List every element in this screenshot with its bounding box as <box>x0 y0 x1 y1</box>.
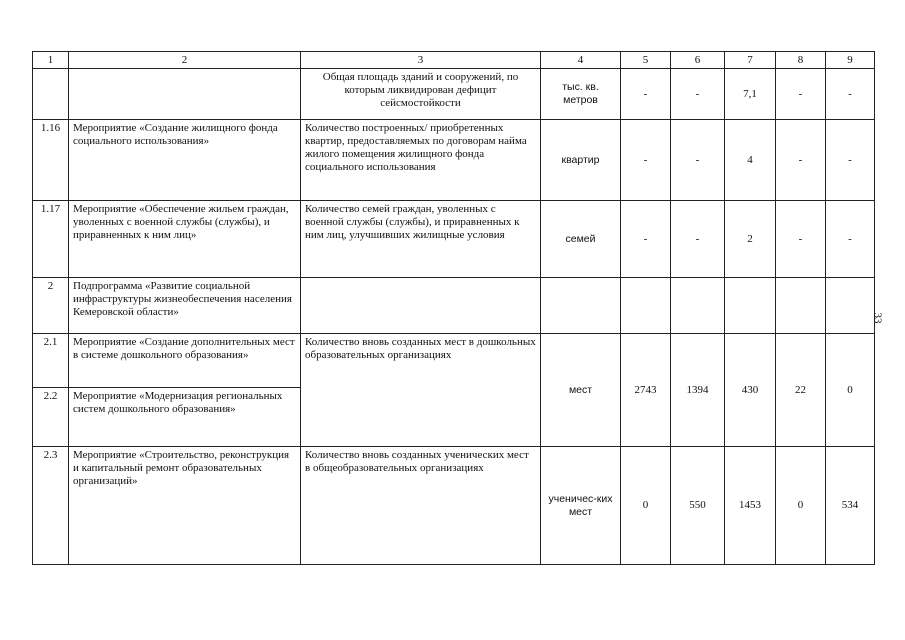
header-cell: 5 <box>621 52 671 69</box>
value-8: - <box>776 201 826 278</box>
value-6: - <box>671 201 725 278</box>
value-7: 430 <box>725 334 776 447</box>
header-cell: 2 <box>69 52 301 69</box>
table-row <box>33 334 875 388</box>
row-number: 2 <box>33 278 69 334</box>
page-number: 33 <box>871 312 884 324</box>
header-cell: 4 <box>541 52 621 69</box>
value-8: - <box>776 120 826 201</box>
value-6: 1394 <box>671 334 725 447</box>
measure-name: Мероприятие «Модернизация региональных систем дошкольного образования» <box>69 388 301 447</box>
empty-cell <box>776 278 826 334</box>
row-number: 2.1 <box>33 334 69 388</box>
unit: семей <box>541 201 621 278</box>
empty-cell <box>671 278 725 334</box>
value-6: 550 <box>671 447 725 565</box>
measure-name: Мероприятие «Строительство, реконструкция и капитальный ремонт образовательных организаций» <box>69 447 301 565</box>
table-row <box>33 447 875 565</box>
unit: ученичес-ких мест <box>541 447 621 565</box>
table-row <box>33 278 875 334</box>
header-cell: 3 <box>301 52 541 69</box>
value-7: 7,1 <box>725 69 776 120</box>
header-cell: 9 <box>826 52 875 69</box>
value-7: 4 <box>725 120 776 201</box>
column-number-row <box>33 52 875 69</box>
value-9: - <box>826 69 875 120</box>
row-number: 2.3 <box>33 447 69 565</box>
row-number: 1.17 <box>33 201 69 278</box>
value-8: 0 <box>776 447 826 565</box>
indicator-text: Общая площадь зданий и сооружений, по которым ликвидирован дефицит сейсмостойкости <box>301 69 541 120</box>
row-number <box>33 69 69 120</box>
header-cell: 1 <box>33 52 69 69</box>
value-9: - <box>826 120 875 201</box>
indicator-text: Количество построенных/ приобретенных квартир, предоставляемых по договорам найма жилого помещения жилищного фонда социального использования <box>301 120 541 201</box>
subprogram-name: Подпрограмма «Развитие социальной инфраструктуры жизнеобеспечения населения Кемеровской области» <box>69 278 301 334</box>
unit: тыс. кв. метров <box>541 69 621 120</box>
empty-cell <box>541 278 621 334</box>
header-cell: 7 <box>725 52 776 69</box>
value-5: 2743 <box>621 334 671 447</box>
unit: квартир <box>541 120 621 201</box>
table-row <box>33 201 875 278</box>
measure-name: Мероприятие «Обеспечение жильем граждан, уволенных с военной службы (службы), и приравненных к ним лиц» <box>69 201 301 278</box>
unit: мест <box>541 334 621 447</box>
value-7: 2 <box>725 201 776 278</box>
value-6: - <box>671 69 725 120</box>
empty-cell <box>301 278 541 334</box>
header-cell: 8 <box>776 52 826 69</box>
value-5: - <box>621 69 671 120</box>
indicator-text: Количество вновь созданных ученических мест в общеобразовательных организациях <box>301 447 541 565</box>
measure-name <box>69 69 301 120</box>
value-7: 1453 <box>725 447 776 565</box>
indicator-text: Количество вновь созданных мест в дошкольных образовательных организациях <box>301 334 541 447</box>
measure-name: Мероприятие «Создание дополнительных мест в системе дошкольного образования» <box>69 334 301 388</box>
value-5: - <box>621 201 671 278</box>
value-9: - <box>826 201 875 278</box>
empty-cell <box>725 278 776 334</box>
table-row <box>33 120 875 201</box>
value-5: - <box>621 120 671 201</box>
empty-cell <box>826 278 875 334</box>
value-9: 534 <box>826 447 875 565</box>
table-row <box>33 69 875 120</box>
value-5: 0 <box>621 447 671 565</box>
value-8: - <box>776 69 826 120</box>
measure-name: Мероприятие «Создание жилищного фонда социального использования» <box>69 120 301 201</box>
value-8: 22 <box>776 334 826 447</box>
empty-cell <box>621 278 671 334</box>
row-number: 2.2 <box>33 388 69 447</box>
value-6: - <box>671 120 725 201</box>
header-cell: 6 <box>671 52 725 69</box>
indicator-text: Количество семей граждан, уволенных с военной службы (службы), и приравненных к ним лиц, улучшивших жилищные условия <box>301 201 541 278</box>
indicators-table <box>32 51 875 565</box>
row-number: 1.16 <box>33 120 69 201</box>
value-9: 0 <box>826 334 875 447</box>
